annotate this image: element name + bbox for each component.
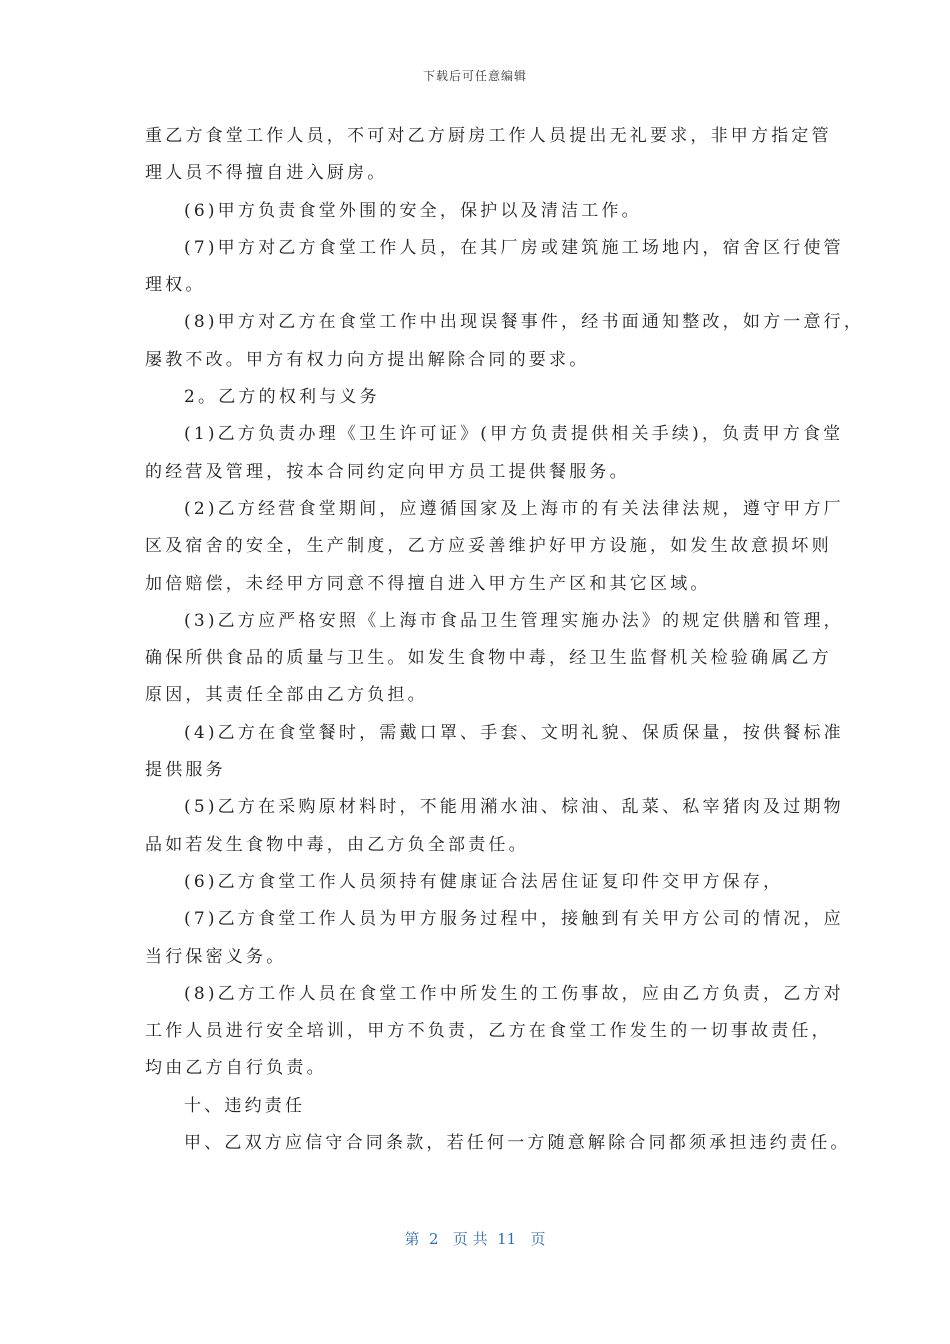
body-line: 理权。 (145, 275, 206, 296)
body-line: 原因，其责任全部由乙方负担。 (145, 685, 428, 706)
body-line: 均由乙方自行负责。 (145, 1058, 327, 1079)
body-line: 的经营及管理，按本合同约定向甲方员工提供餐服务。 (145, 461, 630, 482)
clause-item: (8)甲方对乙方在食堂工作中出现误餐事件，经书面通知整改，如方一意行， (184, 312, 865, 333)
body-line: 提供服务 (145, 760, 226, 781)
body-line: 重乙方食堂工作人员，不可对乙方厨房工作人员提出无礼要求，非甲方指定管 (145, 126, 832, 146)
clause-item: (3)乙方应严格安照《上海市食品卫生管理实施办法》的规定供膳和管理， (184, 610, 844, 631)
clause-item: (2)乙方经营食堂期间，应遵循国家及上海市的有关法律法规，遵守甲方厂 (184, 498, 844, 519)
clause-item: (4)乙方在食堂餐时，需戴口罩、手套、文明礼貌、保质保量，按供餐标准 (184, 722, 844, 743)
document-body (145, 118, 865, 1162)
clause-item: (8)乙方工作人员在食堂工作中所发生的工伤事故，应由乙方负责，乙方对 (184, 983, 844, 1004)
body-line: 屡教不改。甲方有权力向方提出解除合同的要求。 (145, 349, 590, 370)
clause-item: (7)乙方食堂工作人员为甲方服务过程中，接触到有关甲方公司的情况，应 (184, 909, 844, 930)
clause-item: (5)乙方在采购原材料时，不能用潲水油、棕油、乱菜、私宰猪肉及过期物 (184, 797, 844, 818)
page-number-footer: 第 2 页 共 11 页 (404, 1230, 546, 1248)
body-line: 理人员不得擅自进入厨房。 (145, 163, 388, 184)
page-header: 下载后可任意编辑 (422, 69, 527, 83)
clause-item: (6)乙方食堂工作人员须持有健康证合法居住证复印件交甲方保存， (184, 871, 784, 892)
body-line: 区及宿舍的安全，生产制度，乙方应妥善维护好甲方设施，如发生故意损坏则 (145, 536, 832, 557)
section-heading: 2。乙方的权利与义务 (184, 387, 380, 408)
section-heading: 十、违约责任 (184, 1095, 306, 1116)
clause-item: (1)乙方负责办理《卫生许可证》(甲方负责提供相关手续)，负责甲方食堂 (184, 424, 844, 445)
body-line: 品如若发生食物中毒，由乙方负全部责任。 (145, 834, 529, 855)
clause-item: (7)甲方对乙方食堂工作人员，在其厂房或建筑施工场地内，宿舍区行使管 (184, 237, 844, 258)
body-line: 当行保密义务。 (145, 946, 287, 967)
clause-item: (6)甲方负责食堂外围的安全，保护以及清洁工作。 (184, 200, 642, 221)
body-line: 甲、乙双方应信守合同条款，若任何一方随意解除合同都须承担违约责任。 (184, 1133, 851, 1154)
body-line: 工作人员进行安全培训，甲方不负责，乙方在食堂工作发生的一切事故责任， (145, 1021, 832, 1042)
body-line: 确保所供食品的质量与卫生。如发生食物中毒，经卫生监督机关检验确属乙方 (145, 648, 832, 669)
body-line: 加倍赔偿，未经甲方同意不得擅自进入甲方生产区和其它区域。 (145, 573, 711, 594)
